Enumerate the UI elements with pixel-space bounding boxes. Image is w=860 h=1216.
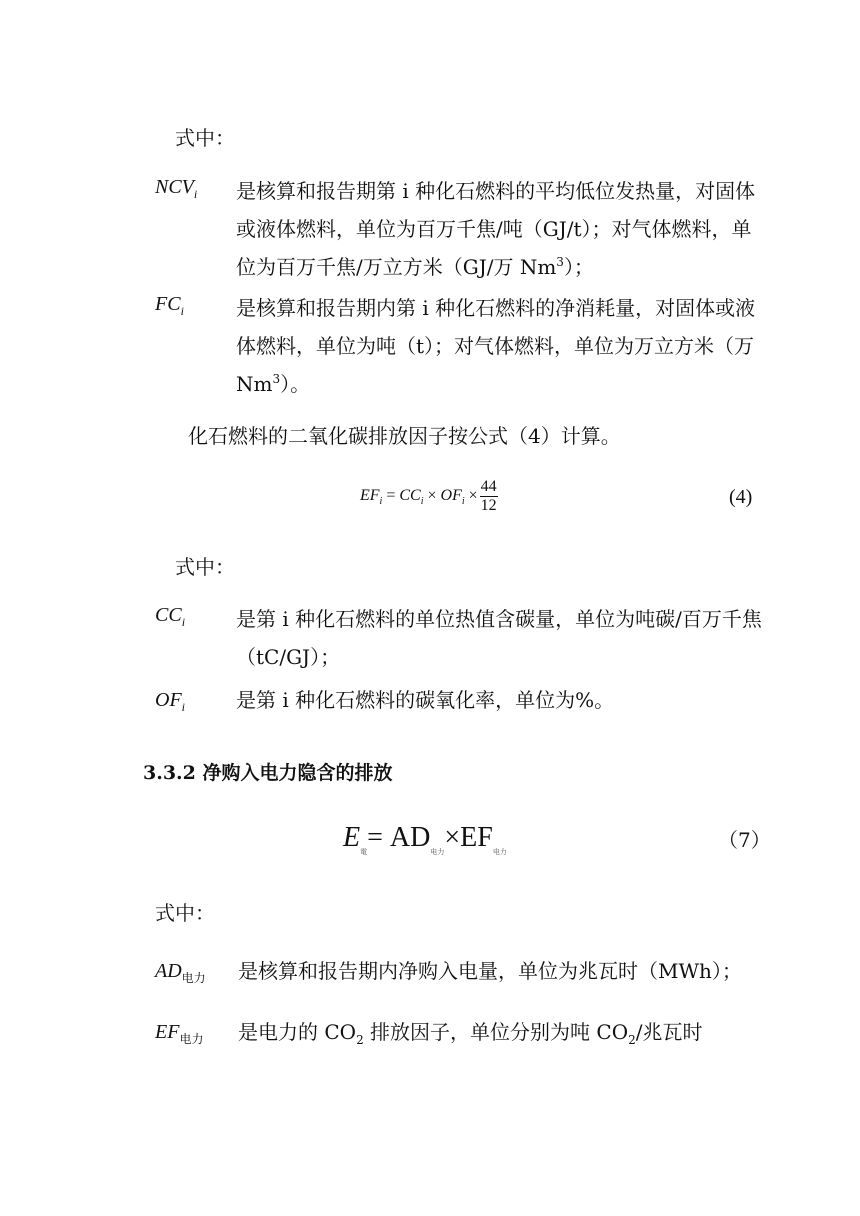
cc-line-2: （tC/GJ）；: [236, 645, 341, 669]
section-heading-3-3-2: 3.3.2 净购入电力隐含的排放: [143, 762, 393, 784]
definition-ad-electricity: 是核算和报告期内净购入电量，单位为兆瓦时（MWh）；: [238, 959, 742, 983]
equation-4-number: (4): [729, 486, 753, 508]
fc-line-1: 是核算和报告期内第 i 种化石燃料的净消耗量，对固体或液: [236, 296, 756, 320]
term-ncv: $NCV_i$: [155, 176, 198, 201]
ef-formula-intro: 化石燃料的二氧化碳排放因子按公式（4）计算。: [188, 424, 621, 448]
definition-ef-electricity: 是电力的 $CO_2$ 排放因子，单位分别为吨 $CO_2/$兆瓦时: [238, 1020, 703, 1047]
term-ef-electricity: $EF_{电力}$: [155, 1021, 204, 1046]
definition-fc: [236, 289, 755, 403]
equation-7: $E_電= AD_{电力}\times EF_{电力}$: [343, 822, 507, 856]
equation-4: $EF_i = CC_i \times OF_i$ × $\frac{44}{12}$: [360, 478, 497, 514]
where-label-2: 式中：: [175, 555, 235, 579]
fraction-44-12: $\frac{44}{12}$: [480, 478, 497, 514]
term-of: $OF_i$: [155, 689, 186, 714]
fc-line-2: 体燃料，单位为吨（t）；对气体燃料，单位为万立方米（万: [236, 334, 755, 358]
definition-ncv: [236, 172, 755, 286]
term-ad-electricity: $AD_{电力}$: [155, 960, 206, 985]
term-fc: $FC_i$: [155, 293, 184, 318]
term-cc: $CC_i$: [155, 604, 186, 629]
cc-line-1: 是第 i 种化石燃料的单位热值含碳量，单位为吨碳/百万千焦: [236, 607, 762, 631]
where-label-1: 式中：: [175, 126, 235, 150]
ncv-line-3: 位为百万千焦/万立方米（GJ/万 Nm$^3$）；: [236, 255, 594, 279]
definition-of: 是第 i 种化石燃料的碳氧化率，单位为%。: [236, 688, 615, 712]
equation-7-number: （7）: [718, 828, 771, 852]
definition-cc: [236, 600, 762, 676]
where-label-3: 式中：: [155, 901, 215, 925]
fc-line-3: Nm$^3$）。: [236, 372, 311, 396]
ncv-line-1: 是核算和报告期第 i 种化石燃料的平均低位发热量，对固体: [236, 179, 756, 203]
ncv-line-2: 或液体燃料，单位为百万千焦/吨（GJ/t）；对气体燃料，单: [236, 217, 752, 241]
